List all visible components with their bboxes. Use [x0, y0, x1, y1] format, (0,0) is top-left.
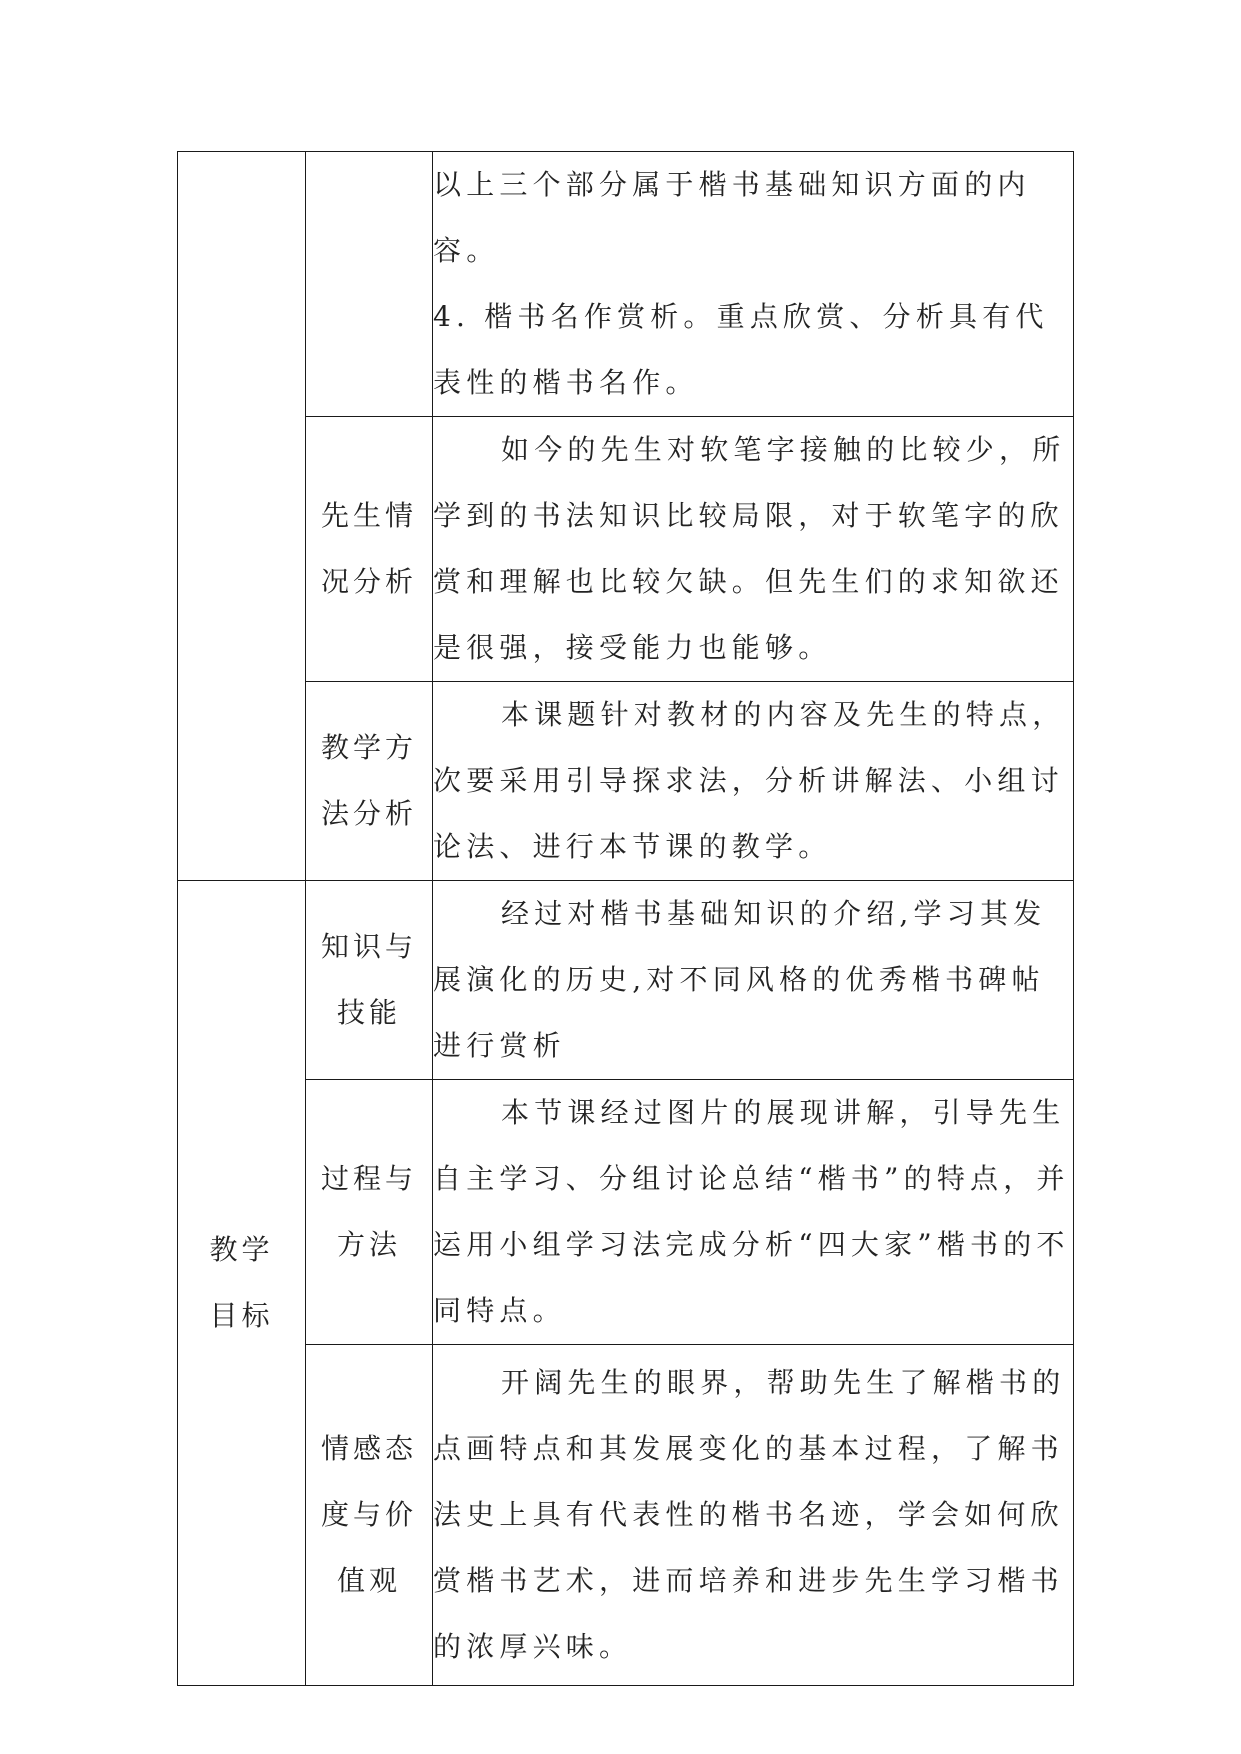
- content-cell: [433, 1345, 1074, 1686]
- row-label: [306, 881, 433, 1080]
- content-cell: [433, 417, 1074, 682]
- content-text: 经过对楷书基础知识的介绍,学习其发展演化的历史,对不同风格的优秀楷书碑帖进行赏析: [433, 897, 1047, 1062]
- content-text: 开阔先生的眼界，帮助先生了解楷书的点画特点和其发展变化的基本过程，了解书法史上具有代表性的楷书名迹，学会如何欣赏楷书艺术，进而培养和进步先生学习楷书的浓厚兴味。: [433, 1366, 1066, 1663]
- row-label-line: 情感态: [320, 1432, 417, 1465]
- content-cell: [433, 152, 1074, 417]
- table-row-method-analysis: [178, 682, 1074, 881]
- row-label-line: 教学方: [320, 731, 417, 764]
- content-text: 本节课经过图片的展现讲解，引导先生自主学习、分组讨论总结“楷书”的特点，并运用小组学习法完成分析“四大家”楷书的不同特点。: [433, 1096, 1070, 1327]
- table-row-content-continuation: [178, 152, 1074, 417]
- category-label-line: 目标: [209, 1299, 274, 1332]
- category-label-line: 教学: [209, 1233, 274, 1266]
- row-label-line: 法分析: [320, 797, 417, 830]
- row-label-line: 值观: [336, 1564, 401, 1597]
- content-text: 4. 楷书名作赏析。重点欣赏、分析具有代表性的楷书名作。: [433, 300, 1049, 399]
- row-label-line: 技能: [336, 996, 401, 1029]
- row-label-line: 况分析: [320, 565, 417, 598]
- content-text: 以上三个部分属于楷书基础知识方面的内容。: [433, 168, 1031, 267]
- content-text: 如今的先生对软笔字接触的比较少，所学到的书法知识比较局限，对于软笔字的欣赏和理解也比较欠缺。但先生们的求知欲还是很强，接受能力也能够。: [433, 433, 1066, 664]
- row-label-line: 过程与: [320, 1162, 417, 1195]
- content-cell: [433, 682, 1074, 881]
- content-text: 本课题针对教材的内容及先生的特点，次要采用引导探求法，分析讲解法、小组讨论法、进行本节课的教学。: [433, 698, 1066, 863]
- content-cell: [433, 881, 1074, 1080]
- row-label: [306, 417, 433, 682]
- row-label: [306, 1345, 433, 1686]
- row-label: [306, 682, 433, 881]
- category-cell-empty: [178, 152, 306, 881]
- content-cell: [433, 1080, 1074, 1345]
- row-label: [306, 1080, 433, 1345]
- lesson-plan-table: [177, 151, 1074, 1686]
- row-label-line: 先生情: [320, 499, 417, 532]
- table-row-student-analysis: [178, 417, 1074, 682]
- row-label-line: 知识与: [320, 930, 417, 963]
- row-label-line: 度与价: [320, 1498, 417, 1531]
- table-row-knowledge-skills: [178, 881, 1074, 1080]
- table-row-emotion-values: [178, 1345, 1074, 1686]
- category-label: [178, 881, 306, 1686]
- row-label-line: 方法: [336, 1228, 401, 1261]
- table-row-process-method: [178, 1080, 1074, 1345]
- label-cell-empty: [306, 152, 433, 417]
